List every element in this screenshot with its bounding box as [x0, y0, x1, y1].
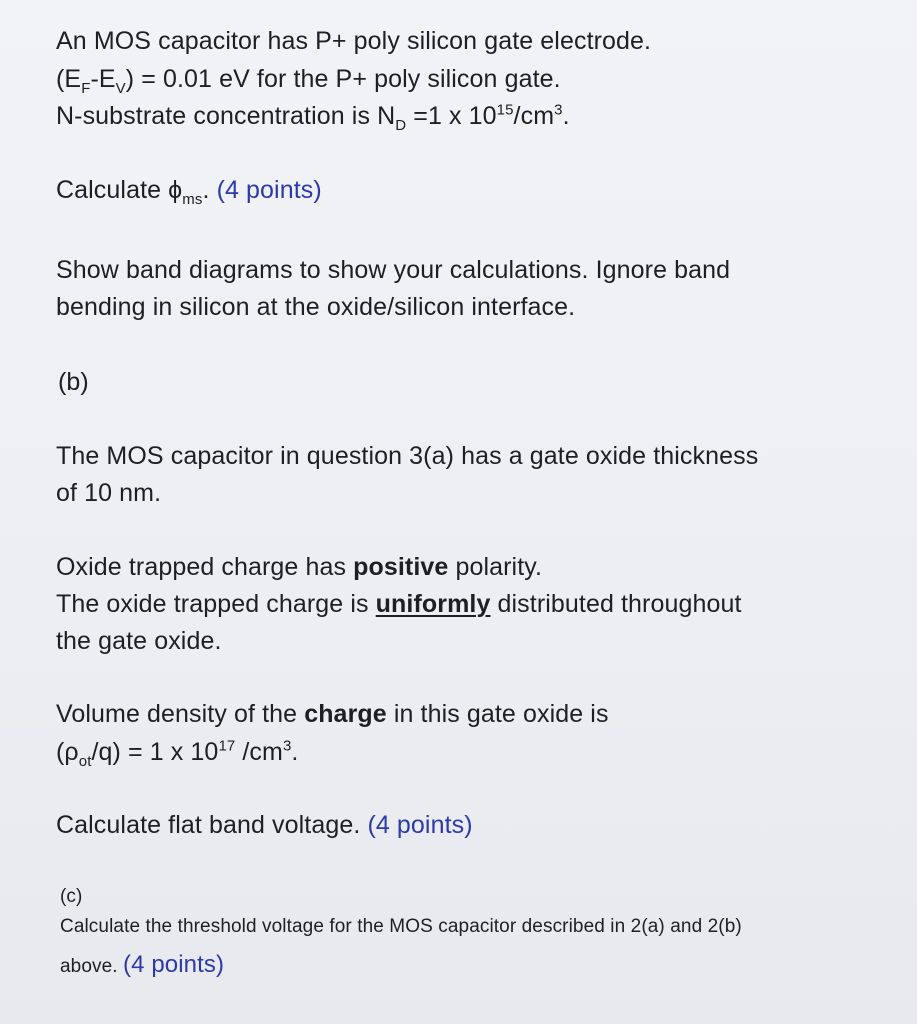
- question-b-oxide-polarity: Oxide trapped charge has positive polarity.: [56, 553, 543, 581]
- question-b-line-1: The MOS capacitor in question 3(a) has a gate oxide thickness: [56, 442, 759, 470]
- question-b-line-2: of 10 nm.: [56, 479, 162, 507]
- question-a-show-line-1: Show band diagrams to show your calculations. Ignore band: [56, 256, 731, 284]
- question-b-rho-value: $(\rho_{ot}/q) = 1$ x $10^{17}$ $/cm^3$.: [56, 737, 299, 770]
- question-c-label: (c): [60, 886, 83, 907]
- question-b-volume-density: Volume density of the charge in this gate oxide is: [56, 700, 609, 728]
- question-b-trap-line-2: the gate oxide.: [56, 627, 222, 655]
- question-b-flat-band: Calculate flat band voltage. (4 points): [56, 811, 473, 839]
- question-c-line-1: Calculate the threshold voltage for the MOS capacitor described in 2(a) and 2(b): [60, 916, 742, 937]
- points-label-c: (4 points): [123, 951, 225, 978]
- question-b-trap-line-1: The oxide trapped charge is uniformly distributed throughout: [56, 590, 742, 618]
- question-a-line-1: An MOS capacitor has P+ poly silicon gate electrode.: [56, 27, 652, 55]
- question-a-line-2: $(E_F-E_V) = 0.01$ eV for the P+ poly silicon gate.: [56, 65, 561, 97]
- points-label-b: (4 points): [367, 811, 473, 839]
- points-label-a: (4 points): [216, 176, 322, 204]
- question-a-calculate-phi: Calculate $\phi_{ms}$. (4 points): [56, 176, 322, 208]
- question-a-line-3: N-substrate concentration is $N_D =1$ x $10^{15}/cm^3$.: [56, 101, 570, 134]
- question-b-label: (b): [58, 368, 89, 396]
- question-c-line-2: above. (4 points): [60, 951, 225, 978]
- question-a-show-line-2: bending in silicon at the oxide/silicon interface.: [56, 293, 576, 321]
